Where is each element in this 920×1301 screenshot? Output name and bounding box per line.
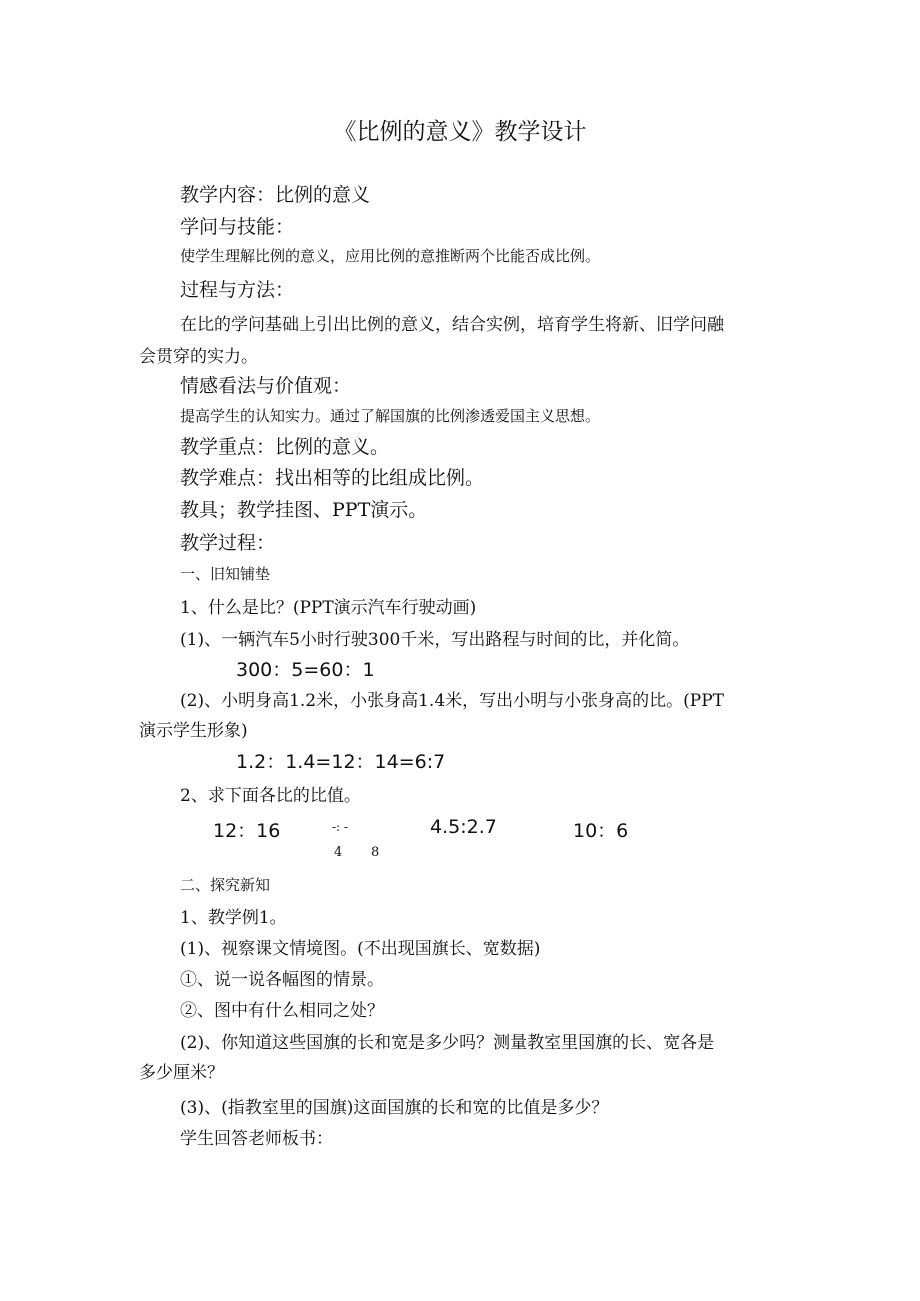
tools-line: 教具；教学挂图、PPT演示。 [180,499,428,521]
skills-text: 使学生理解比例的意义，应用比例的意推断两个比能否成比例。 [180,247,601,265]
process-heading: 过程与方法： [180,279,295,301]
section-1-heading: 一、旧知铺垫 [180,565,271,583]
emotion-heading: 情感看法与价值观： [180,375,352,397]
skills-heading: 学问与技能： [180,216,295,238]
question-1: 1、什么是比？(PPT演示汽车行驶动画) [180,598,477,618]
content-line: 教学内容：比例的意义 [180,184,371,206]
ratio-12-16: 12：16 [213,820,281,842]
example-1d: 学生回答老师板书： [180,1129,333,1149]
ratio-10-6: 10：6 [573,820,629,842]
ratio-fraction-denominator-4: 4 [334,845,343,860]
example-1b-line-2: 多少厘米？ [139,1063,224,1083]
ratio-fraction-denominator-8: 8 [371,845,380,860]
difficult-point: 教学难点：找出相等的比组成比例。 [180,467,485,489]
question-1a-answer: 300：5=60：1 [236,659,375,681]
process-text-2: 会贯穿的实力。 [139,347,258,367]
question-1b-line-2: 演示学生形象) [139,721,248,741]
ratio-4.5-2.7: 4.5:2.7 [430,816,497,838]
section-2-heading: 二、探究新知 [180,876,271,894]
procedure-heading: 教学过程： [180,532,276,554]
example-1a: (1)、视察课文情境图。(不出现国旗长、宽数据) [180,939,541,959]
example-1a-item-1: ①、说一说各幅图的情景。 [180,970,384,990]
emotion-text: 提高学生的认知实力。通过了解国旗的比例渗透爱国主义思想。 [180,407,601,425]
example-1: 1、教学例1。 [180,908,287,928]
question-1b-answer: 1.2：1.4=12：14=6:7 [236,751,446,773]
question-1b-line-1: (2)、小明身高1.2米，小张身高1.4米，写出小明与小张身高的比。(PPT [180,691,724,711]
page-title: 《比例的意义》教学设计 [333,119,587,145]
process-text-1: 在比的学问基础上引出比例的意义，结合实例，培育学生将新、旧学问融 [180,315,724,335]
question-2: 2、求下面各比的比值。 [180,786,361,806]
ratio-fraction-top: -: - [332,820,348,834]
example-1c: (3)、(指教室里的国旗)这面国旗的长和宽的比值是多少？ [180,1098,609,1118]
key-point: 教学重点：比例的意义。 [180,436,390,458]
example-1b-line-1: (2)、你知道这些国旗的长和宽是多少吗？测量教室里国旗的长、宽各是 [180,1033,715,1053]
question-1a: (1)、一辆汽车5小时行驶300千米，写出路程与时间的比，并化简。 [180,630,690,650]
example-1a-item-2: ②、图中有什么相同之处？ [180,1001,384,1021]
